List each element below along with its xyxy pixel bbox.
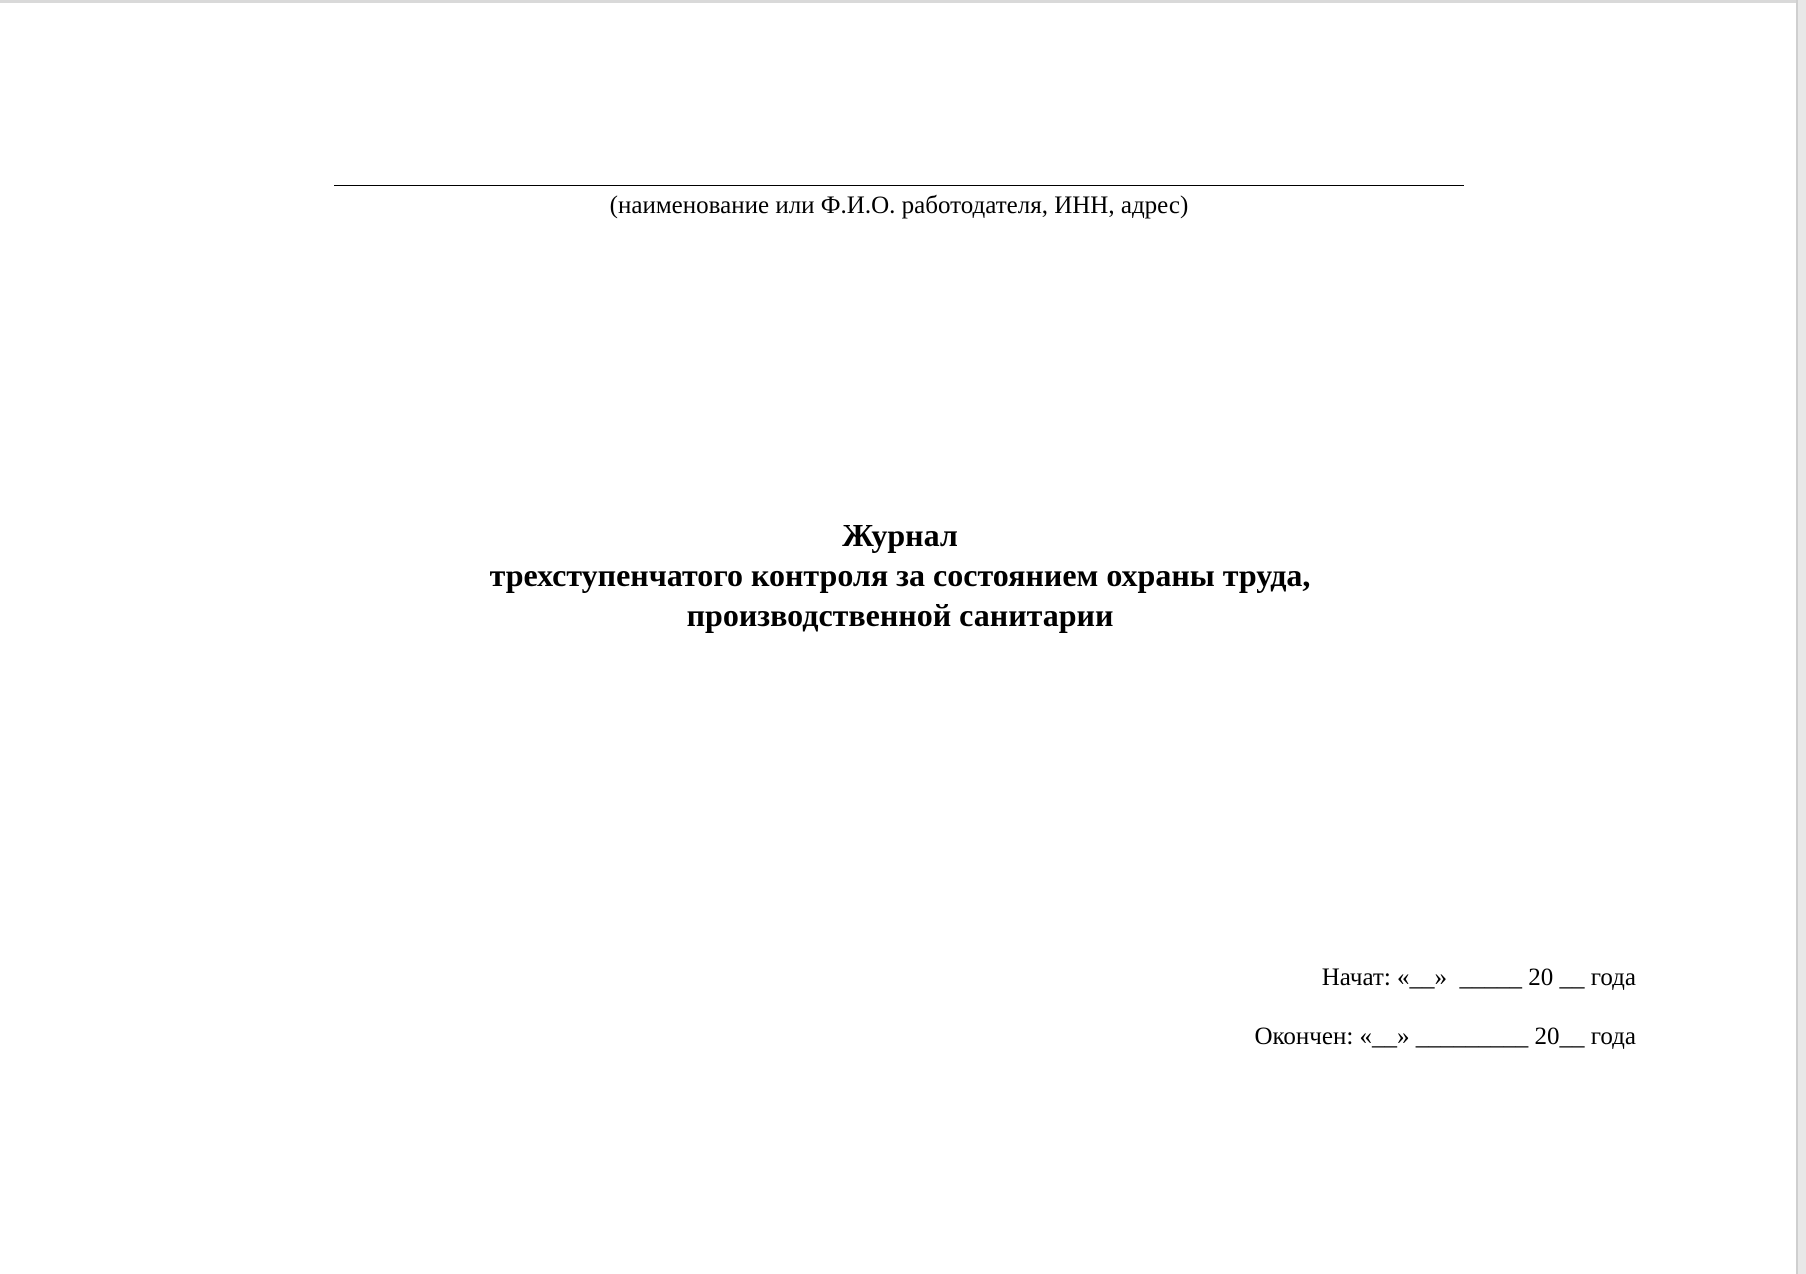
employer-caption: (наименование или Ф.И.О. работодателя, ИНН, адрес) bbox=[609, 192, 1189, 219]
document-page bbox=[0, 3, 1796, 1274]
employer-underline bbox=[334, 185, 1464, 186]
page-right-edge bbox=[1796, 0, 1806, 1274]
start-date-line: Начат: «__» _____ 20 __ года bbox=[1321, 964, 1636, 991]
title-line-3: производственной санитарии bbox=[686, 597, 1114, 633]
document-title bbox=[300, 515, 1500, 635]
end-date-line: Окончен: «__» _________ 20__ года bbox=[1254, 1023, 1636, 1050]
title-line-1: Журнал bbox=[842, 517, 958, 553]
title-line-2: трехступенчатого контроля за состоянием охраны труда, bbox=[489, 557, 1311, 593]
